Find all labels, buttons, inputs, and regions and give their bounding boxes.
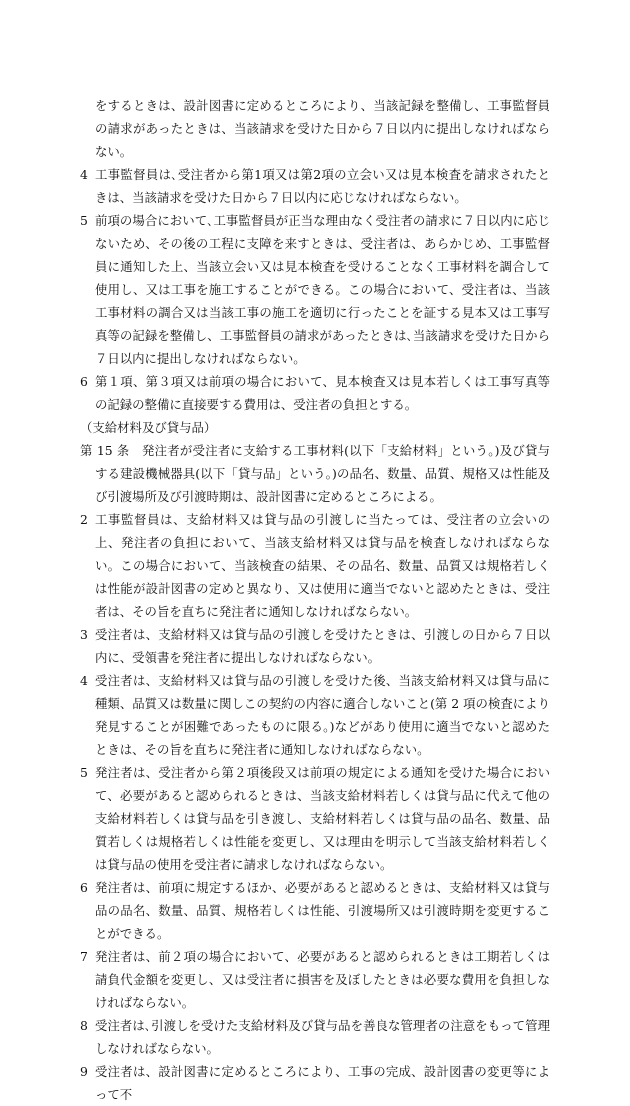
- paragraph-text: 第１項、第３項又は前項の場合において、見本検査又は見本若しくは工事写真等の記録の整備に直接要する費用は、受注者の負担とする。: [95, 374, 550, 412]
- continuation-text: をするときは、設計図書に定めるところにより、当該記録を整備し、工事監督員の請求があったときは、当該請求を受けた日から７日以内に提出しなければならない。: [95, 98, 550, 159]
- paragraph-number: 4: [80, 673, 88, 688]
- paragraph-text: 受注者は、支給材料又は貸与品の引渡しを受けた後、当該支給材料又は貸与品に種類、品質又は数量に関しこの契約の内容に適合しないこと(第 2 項の検査により発見することが困難であったものに限る。)などがあり使用に適当でないと認めたときは、その旨を直ちに発注者に通知しなければならない。: [95, 673, 550, 757]
- article-15-paragraph-6: [80, 876, 550, 945]
- paragraph-number: 8: [80, 1018, 88, 1033]
- article-15-paragraph-4: [80, 669, 550, 761]
- paragraph-number: 6: [80, 374, 88, 389]
- article-15-paragraph-2: [80, 508, 550, 623]
- paragraph-number: 7: [80, 949, 88, 964]
- paragraph-number: 6: [80, 880, 88, 895]
- paragraph-text: 受注者は､引渡しを受けた支給材料及び貸与品を善良な管理者の注意をもって管理しなければならない。: [95, 1018, 550, 1056]
- paragraph-number: 5: [80, 213, 88, 228]
- article-15-paragraph-9: [80, 1060, 550, 1106]
- article-15-paragraph-8: [80, 1014, 550, 1060]
- article-15-paragraph-5: [80, 761, 550, 876]
- section-heading: （支給材料及び貸与品）: [80, 420, 217, 435]
- paragraph-text: 受注者は、支給材料又は貸与品の引渡しを受けたときは、引渡しの日から７日以内に、受領書を発注者に提出しなければならない。: [95, 627, 550, 665]
- paragraph-text: 発注者は、受注者から第２項後段又は前項の規定による通知を受けた場合において、必要があると認められるときは、当該支給材料若しくは貸与品に代えて他の支給材料若しくは貸与品を引き渡し、支給材料若しくは貸与品の品名、数量、品質若しくは規格若しくは性能を変更し、又は理由を明示して当該支給材料若しくは貸与品の使用を受注者に請求しなければならない。: [95, 765, 550, 872]
- paragraph-text: 工事監督員は、支給材料又は貸与品の引渡しに当たっては、受注者の立会いの上、発注者の負担において、当該支給材料又は貸与品を検査しなければならない。この場合において、当該検査の結果、その品名、数量、品質又は規格若しくは性能が設計図書の定めと異なり、又は使用に適当でないと認めたときは、受注者は、その旨を直ちに発注者に通知しなければならない。: [95, 512, 550, 619]
- paragraph-4: [80, 163, 550, 209]
- document-body: [80, 94, 550, 1106]
- paragraph-number: 2: [80, 512, 88, 527]
- paragraph-number: 9: [80, 1064, 88, 1079]
- paragraph-text: 発注者は、前項に規定するほか、必要があると認めるときは、支給材料又は貸与品の品名、数量、品質、規格若しくは性能、引渡場所又は引渡時期を変更することができる。: [95, 880, 550, 941]
- article-15-paragraph-3: [80, 623, 550, 669]
- paragraph-5: [80, 209, 550, 370]
- article-15-paragraph-7: [80, 945, 550, 1014]
- paragraph-text: 前項の場合において､工事監督員が正当な理由なく受注者の請求に７日以内に応じないため、その後の工程に支障を来すときは、受注者は、あらかじめ、工事監督員に通知した上、当該立会い又は見本検査を受けることなく工事材料を調合して使用し、又は工事を施工することができる。この場合において、受注者は、当該工事材料の調合又は当該工事の施工を適切に行ったことを証する見本又は工事写真等の記録を整備し、工事監督員の請求があったときは､当該請求を受けた日から７日以内に提出しなければならない。: [95, 213, 550, 366]
- paragraph-text: 発注者は、前２項の場合において、必要があると認められるときは工期若しくは請負代金額を変更し、又は受注者に損害を及ぼしたときは必要な費用を負担しなければならない。: [95, 949, 550, 1010]
- article-15: 第 15 条 発注者が受注者に支給する工事材料(以下「支給材料」という。)及び貸与する建設機械器具(以下「貸与品」という。)の品名、数量、品質、規格又は性能及び引渡場所及び引渡時期は、設計図書に定めるところによる。: [80, 443, 550, 504]
- paragraph-number: 4: [80, 167, 88, 182]
- paragraph-6: [80, 370, 550, 416]
- paragraph-text: 工事監督員は､受注者から第1項又は第2項の立会い又は見本検査を請求されたときは、当該請求を受けた日から７日以内に応じなければならない。: [95, 167, 550, 205]
- paragraph-number: 5: [80, 765, 88, 780]
- paragraph-text: 受注者は、設計図書に定めるところにより、工事の完成、設計図書の変更等によって不: [95, 1064, 550, 1102]
- paragraph-number: 3: [80, 627, 88, 642]
